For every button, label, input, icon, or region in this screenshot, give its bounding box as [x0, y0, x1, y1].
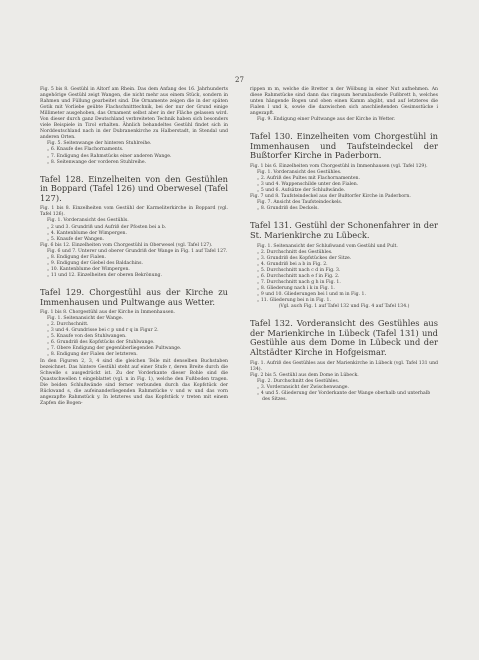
figure-caption: „ 5. Knaufe von den Stuhlwangen. [47, 334, 127, 340]
figure-caption: Fig. 7. Ansicht des Taufsteindeckels. [257, 200, 343, 206]
figure-caption: „ 3. Vorderansicht der Zwischenwange. [257, 384, 349, 390]
section-heading: Tafel 130. Einzelheiten vom Chorgestühl in Immenhausen und Taufsteindeckel der Bußtorfer Kirche in Paderborn. [250, 131, 438, 161]
section-heading: Tafel 132. Vorderansicht des Gestühles aus der Marienkirche in Lübeck (Tafel 131) und Gestühle aus dem Dome in Lübeck und der Altstädter Kirche in Hofgeismar. [250, 318, 438, 357]
figure-caption: Fig. 1. Vorderansicht des Gestühles. [257, 170, 342, 176]
spacer [40, 279, 228, 284]
paragraph: Fig. 1. Aufriß des Gestühles aus der Marienkirche in Lübeck (vgl. Tafel 131 und 134). [250, 360, 438, 372]
figure-caption: Fig. 1. Vorderansicht des Gestühls. [47, 218, 129, 224]
figure-caption: „ 6. Grundriß des Kopfstücks der Stuhlwange. [47, 340, 155, 346]
paragraph: Fig. 1 bis 6. Einzelheiten vom Chorgestühl in Immenhausen (vgl. Tafel 129). [250, 164, 428, 170]
figure-caption: „ 3. Grundriß des Kopfstückes der Sitze. [257, 255, 352, 261]
figure-caption: „ 3 und 4. Grundrisse bei c p und r q in Figur 2. [47, 328, 159, 334]
figure-caption: „ 4. Grundriß bei a b in Fig. 2. [257, 261, 328, 267]
figure-caption: „ 6. Durchschnitt nach e f in Fig. 2. [257, 273, 340, 279]
figure-caption: Fig. 1. Seitenansicht der Wange. [47, 316, 124, 322]
figure-caption: Fig. 1. Seitenansicht der Schlußwand vom Gestühl und Pult. [257, 243, 398, 249]
figure-caption: „ 4. Kantenblume der Wimpergen. [47, 230, 127, 236]
figure-caption: „ 8. Grundriß des Deckels. [257, 206, 319, 212]
figure-caption: „ 5 und 6. Aufsätze der Schlußwände. [257, 188, 346, 194]
paragraph: Fig. 6 bis 12. Einzelheiten vom Chorgestühl in Oberwesel (vgl. Tafel 127). [40, 242, 213, 248]
figure-caption: „ 7. Endigung des Rahmstücks einer anderen Wange. [47, 153, 172, 159]
section-heading: Tafel 129. Chorgestühl aus der Kirche zu Immenhausen und Pultwange aus Wetter. [40, 286, 228, 307]
figure-caption: „ 2. Aufriß des Pultes mit Flachornamenten. [257, 176, 360, 182]
figure-caption: „ 2. Durchschnitt des Gestühles. [257, 249, 333, 255]
figure-caption: „ 2 und 3. Grundriß und Aufriß der Pfosten bei a b. [47, 224, 167, 230]
spacer [250, 212, 438, 217]
figure-caption: „ 3 und 4. Wappenschilde unter den Fialen. [257, 182, 359, 188]
figure-caption: „ 11. Gliederung bei n in Fig. 1. [257, 298, 331, 304]
spacer [250, 310, 438, 315]
figure-caption: „ 8. Endigung der Fialen der letzteren. [47, 352, 138, 358]
paragraph: Fig. 1 bis 8. Einzelheiten vom Gestühl der Karmeliterkirche in Boppard (vgl. Tafel 126). [40, 206, 228, 218]
figure-caption: Fig. 9. Endigung einer Pultwange aus der Kirche in Wetter. [257, 117, 396, 123]
paragraph: rippen m m, welche die Bretter n der Wölbung in einer Nut aufnehmen. An diese Rahmstücke sind dann das ringsum herumlaufende Fußbrett h, welches unten hängende Bogen und oben einen Kamm abgibt, und auf letzteres die Fialen l und k, sowie die dazwischen sich anschließenden Gesimsstücke i angezapft. [250, 87, 438, 117]
figure-caption: „ 8. Endigung der Fialen. [47, 254, 106, 260]
figure-caption: „ 9. Endigung der Giebel des Baldachins. [47, 260, 143, 266]
paragraph: In den Figuren 2, 3, 4 sind die gleichen Teile mit denselben Buchstaben bezeichnet. Das hintere Gestühl steht auf einer Stufe r, deren Breite durch die Schwelle s ausgedrückt ist. Zu der Vorderkante dieser Bohle sind die Quastschwellen t eingeblattet (vgl. n in Fig. 1), welche den Fußboden tragen. Die beiden Schlußwände sind ferner verbunden durch das Kopfstück der Rückwand s, die aufeinanderliegenden Rahmstücke v und w und das vorn angezapfte Rahmstück y. In letzteres und das Kopfstück v treten mit einem Zapfen die Bogen- [40, 358, 228, 406]
figure-caption: „ 2. Durchschnitt. [47, 322, 89, 328]
figure-caption: „ 9 und 10. Gliederungen bei l und m in Fig. 1. [257, 292, 366, 297]
figure-caption: „ 7. Durchschnitt nach g h in Fig. 1. [257, 279, 341, 285]
right-column [250, 87, 438, 403]
spacer [250, 123, 438, 128]
figure-caption: „ 8. Gliederung nach i k in Fig. 1. [257, 285, 335, 291]
figure-caption: „ 6. Knaufe des Flachornaments. [47, 147, 124, 153]
page-number: 27 [235, 76, 244, 84]
figure-caption: „ 4 und 5. Gliederung der Vorderkante der Wange oberhalb und unterhalb des Sitzes. [257, 390, 431, 402]
paragraph: Fig. 2 bis 5. Gestühl aus dem Dome in Lübeck. [250, 372, 359, 378]
figure-caption: Fig. 5. Seitenwange der hinteren Stuhlreihe. [47, 141, 152, 147]
figure-caption: „ 10. Kantenblume der Wimpergen. [47, 266, 130, 272]
paragraph: (Vgl. auch Fig. 1 auf Tafel 132 und Fig. 4 auf Tafel 134.) [278, 304, 410, 310]
figure-caption: Fig. 6 und 7. Unterer und oberer Grundriß der Wange in Fig. 1 auf Tafel 127. [47, 248, 228, 254]
paragraph: Fig. 1 bis 8. Chorgestühl aus der Kirche in Immenhausen. [40, 310, 175, 316]
section-heading: Tafel 128. Einzelheiten von den Gestühlen in Boppard (Tafel 126) und Oberwesel (Tafel 127). [40, 173, 228, 203]
figure-caption: „ 5. Durchschnitt nach c d in Fig. 3. [257, 267, 341, 273]
figure-caption: „ 7. Obere Endigung der gegenüberliegenden Pultwange. [47, 346, 182, 352]
figure-caption: „ 5. Knaufe der Wangen. [47, 236, 105, 242]
section-heading: Tafel 131. Gestühl der Schonenfahrer in der St. Marienkirche zu Lübeck. [250, 220, 438, 241]
left-column [40, 87, 228, 407]
figure-caption: „ 11 und 12. Einzelheiten der oberen Bekrönung. [47, 272, 162, 278]
paragraph: Fig. 5 bis 8. Gestühl in Altorf am Rhein. Das dem Anfang des 16. Jahrhunderts angehörige Gestühl zeigt Wangen, die nicht mehr aus einem Stück, sondern in Rahmen und Füllung gearbeitet sind. Die Ornamente zeigen die in der späten Gotik mit Vorliebe geübte Flachschnitttechnik, bei der nur der Grund einige Millimeter ausgehoben, das Ornament selbst aber in der Fläche gelassen wird. Von dieser durch ganz Deutschland verbreiteten Technik haben sich besonders viele Beispiele in Tirol erhalten. Ähnlich behandeltes Gestühl findet sich in Norddeutschland nach in der Dubranenkirche zu Halberstadt, in Stendal und anderen Orten. [40, 87, 228, 141]
spacer [40, 166, 228, 171]
figure-caption: „ 8. Seitenwange der vorderen Stuhlreihe. [47, 159, 147, 165]
paragraph: Fig. 7 und 8. Taufsteindeckel aus der Bußtorfer Kirche in Paderborn. [250, 194, 411, 200]
figure-caption: Fig. 2. Durchschnitt des Gestühles. [257, 378, 340, 384]
